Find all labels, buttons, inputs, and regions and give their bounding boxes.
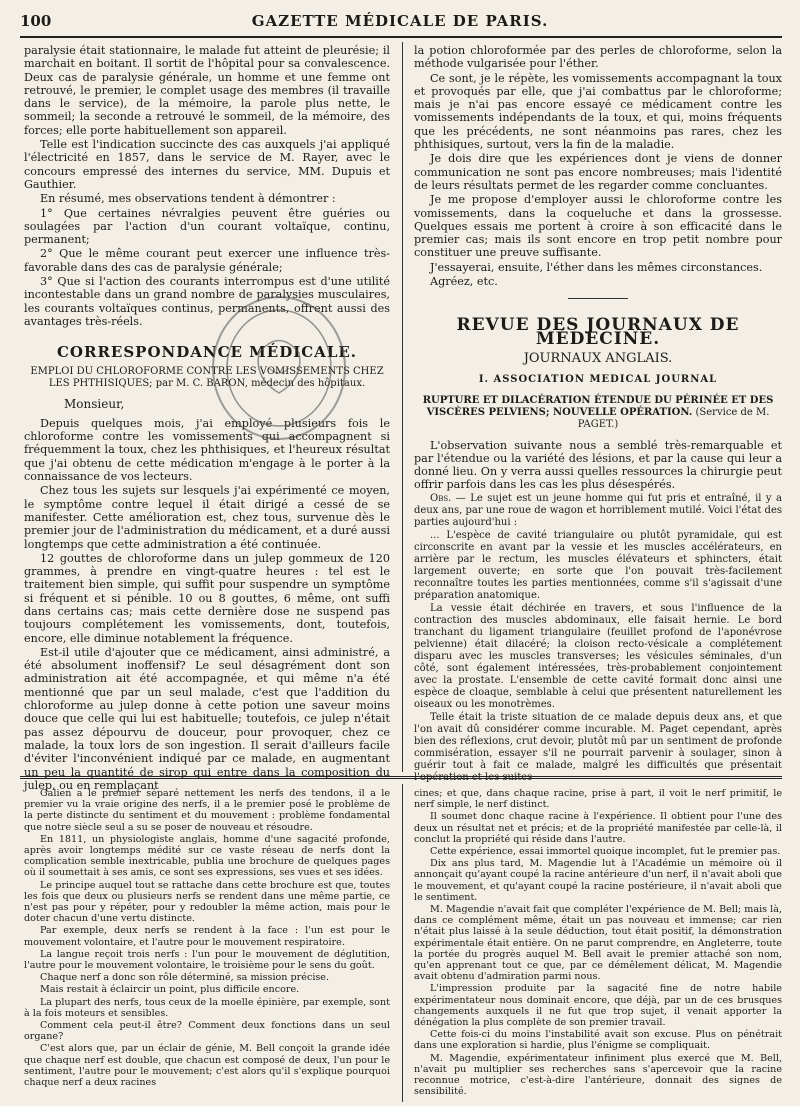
paragraph: Depuis quelques mois, j'ai employé plusieurs fois le chloroforme contre les vomissements qui accompagnent si fréquemment la toux, chez les phthisiques, et l'heureux résultat que j'ai obtenu de cette médication m'engage à le porter à la connaissance de vos lecteurs. <box>24 416 390 484</box>
paragraph: Cette expérience, essai immortel quoique incomplet, fut le premier pas. <box>430 846 781 858</box>
obs-label: Obs. — <box>430 492 466 504</box>
journal-title: GAZETTE MÉDICALE DE PARIS. <box>251 12 549 30</box>
paragraph: 1° Que certaines névralgies peuvent être guéries ou soulagées par l'action d'un courant voltaïque, continu, permanent; <box>24 206 390 247</box>
paragraph: Il soumet donc chaque racine à l'expérience. Il obtient pour l'une des deux un résultat net et précis; et de la propriété manifestée par celle-là, il conclut la propriété qui réside dans l'autre. <box>414 811 782 845</box>
paragraph: paralysie était stationnaire, le malade fut atteint de pleurésie; il marchait en boitant. Il sortit de l'hôpital pour sa convalescence. Deux cas de paralysie générale, un homme et une femme ont retrouvé, le premier, le complet usage des membres (il travaille dans le service), de la mémoire, la parole plus nette, le sommeil; la seconde a retrouvé le sommeil, de la mémoire, des forces; elle porte habituellement son appareil. <box>24 44 390 137</box>
paragraph: Telle était la triste situation de ce malade depuis deux ans, et que l'on avait dû considérer comme incurable. M. Paget cependant, après bien des réflexions, crut devoir, plutôt mû par un sentiment de profonde commisération, essayer s'il ne pourrait parvenir à soulager, sinon à guérir tout à fait ce malade, malgré les difficultés que présentait l'opération et les suites <box>414 711 782 783</box>
paragraph: La plupart des nerfs, tous ceux de la moelle épinière, par exemple, sont à la fois moteurs et sensibles. <box>24 996 390 1019</box>
paragraph: 3° Que si l'action des courants interrompus est d'une utilité incontestable dans un grand nombre de paralysies musculaires, les courants voltaïques continus, permanents, offrent aussi des avantages très-réels. <box>24 275 390 328</box>
observation <box>414 493 782 529</box>
obs-text: Le sujet est un jeune homme qui fut pris et entraîné, il y a deux ans, par une roue de wagon et horriblement mutilé. Voici l'état des parties aujourd'hui : <box>414 492 782 528</box>
column-divider-bottom <box>402 784 403 1102</box>
section-title-revue: REVUE DES JOURNAUX DE MÉDECINE. <box>456 315 740 349</box>
page-number: 100 <box>20 12 52 30</box>
paragraph: En 1811, un physiologiste anglais, homme d'une sagacité profonde, après avoir longtemps médité sur ce vaste réseau de nerfs dont la complication semble inextricable, publia une brochure de quelques pages où il soumettait à ses amis, ce sont ses expressions, ses vues et ses idées. <box>24 833 390 879</box>
paragraph: En résumé, mes observations tendent à démontrer : <box>40 192 336 206</box>
divider <box>568 298 628 299</box>
article-heading-rest: (Service de M. PAGET.) <box>577 406 770 430</box>
subsection-title: JOURNAUX ANGLAIS. <box>523 350 673 366</box>
paragraph: Cette fois-ci du moins l'instabilité avait son excuse. Plus on pénétrait dans une exploration si hardie, plus l'énigme se compliquait. <box>414 1029 782 1052</box>
paragraph: Est-il utile d'ajouter que ce médicament, ainsi administré, a été absolument inoffensif? Le seul désagrément dont son administration ait été accompagnée, et qui même n'a été mentionné que par un seul malade, c'est que l'addition du chloroforme au julep donne à cette potion une saveur moins douce que celle qui lui est habituelle; toutefois, ce julep n'était pas assez dépourvu de douceur, pour provoquer, chez ce malade, la toux lors de son ingestion. Il serait d'ailleurs facile d'éviter l'inconvénient indiqué par ce malade, en augmentant un peu la quantité de sirop qui entre dans la composition du julep, ou en remplaçant <box>24 645 390 792</box>
article-heading-caps: RUPTURE ET DILACÉRATION ÉTENDUE DU PÉRINÉE ET DES VISCÈRES PELVIENS; NOUVELLE OPÉRATION. <box>422 394 774 418</box>
paragraph: 12 gouttes de chloroforme dans un julep gommeux de 120 grammes, à prendre en vingt-quatre heures : tel est le traitement bien simple, qui suffit pour suspendre un symptôme si fréquent et si pénible. 10 ou 8 gouttes, 6 même, ont suffi dans certains cas; mais cette dernière dose ne suspend pas toujours complétement les vomissements, dont, toutefois, encore, elle diminue notablement la fréquence. <box>24 551 390 645</box>
paragraph: Galien a le premier séparé nettement les nerfs des tendons, il a le premier vu la vraie origine des nerfs, il a le premier posé le problème de la perte distincte du sentiment et du mouvement : problème fondamental que notre siècle seul a su se poser de nouveau et résoudre. <box>24 788 390 833</box>
section-title-correspondance: CORRESPONDANCE MÉDICALE. <box>56 343 358 362</box>
paragraph: J'essayerai, ensuite, l'éther dans les mêmes circonstances. <box>430 260 763 274</box>
feuilleton-left <box>24 788 390 1102</box>
right-column <box>414 44 782 783</box>
paragraph: Chez tous les sujets sur lesquels j'ai expérimenté ce moyen, le symptôme contre lequel il était dirigé a cessé de se manifester. Cette amélioration est, chez tous, survenue dès le premier jour de l'administration du médicament, et a duré aussi longtemps que cette administration a été continuée. <box>24 484 390 551</box>
paragraph: Dix ans plus tard, M. Magendie lut à l'Académie un mémoire où il annonçait qu'ayant coupé la racine antérieure d'un nerf, il n'avait aboli que le mouvement, et qu'ayant coupé la racine postérieure, il n'avait aboli que le sentiment. <box>414 858 782 903</box>
paragraph: La langue reçoit trois nerfs : l'un pour le mouvement de déglutition, l'autre pour le mouvement volontaire, le troisième pour le sens du goût. <box>24 948 390 972</box>
journal-name: I. ASSOCIATION MEDICAL JOURNAL <box>478 374 718 386</box>
paragraph: La vessie était déchirée en travers, et sous l'influence de la contraction des muscles abdominaux, elle faisait hernie. Le bord tranchant du ligament triangulaire (feuillet profond de l'aponévrose pelvienne) était dilacéré; la cloison recto-vésicale a complétement disparu avec les muscles transverses; les vésicules séminales, d'un côté, sont également intéressées, très-probablement conjointement avec la prostate. L'ensemble de cette cavité formait donc ainsi une espèce de cloaque, semblable à celui que présentent naturellement les oiseaux ou les monotrèmes. <box>414 602 782 710</box>
paragraph: Chaque nerf a donc son rôle déterminé, sa mission précise. <box>40 972 330 984</box>
header-rule <box>20 36 782 38</box>
paragraph: M. Magendie, expérimentateur infiniment plus exercé que M. Bell, n'avait pu multiplier ses recherches sans s'apercevoir que la racine reconnue motrice, c'est-à-dire l'antérieure, donnait des signes de sensibilité. <box>414 1052 782 1098</box>
paragraph: Le principe auquel tout se rattache dans cette brochure est que, toutes les fois que deux ou plusieurs nerfs se rendent dans une même partie, ce n'est pas pour y répéter, pour y redoubler la même action, mais pour le doter chacun d'une vertu distincte. <box>24 879 390 925</box>
paragraph: cines; et que, dans chaque racine, prise à part, il voit le nerf primitif, le nerf simple, le nerf distinct. <box>414 788 782 811</box>
article-heading: EMPLOI DU CHLOROFORME CONTRE LES VOMISSEMENTS CHEZ LES PHTHISIQUES; par M. C. BARON, médecin des hôpitaux. <box>30 365 384 389</box>
paragraph: Par exemple, deux nerfs se rendent à la face : l'un est pour le mouvement volontaire, et l'autre pour le mouvement respiratoire. <box>24 925 390 948</box>
paragraph: Je me propose d'employer aussi le chloroforme contre les vomissements, dans la coqueluche et dans la grossesse. Quelques essais me portent à croire à son efficacité dans le premier cas; mais ils sont encore en trop petit nombre pour constituer une preuve suffisante. <box>414 193 782 260</box>
signature-closing: Agréez, etc. <box>430 275 498 289</box>
library-stamp-icon <box>212 296 346 440</box>
feuilleton-rule <box>20 776 782 779</box>
paragraph: L'observation suivante nous a semblé très-remarquable et par l'étendue ou la variété des lésions, et par la cause qui leur a donné lieu. On y verra aussi quelles ressources la chirurgie peut offrir parfois dans les cas les plus désespérés. <box>414 438 782 492</box>
salutation: Monsieur, <box>64 396 125 411</box>
feuilleton-right <box>414 788 782 1102</box>
paragraph: Mais restait à éclaircir un point, plus difficile encore. <box>40 984 300 996</box>
paragraph: Ce sont, je le répète, les vomissements accompagnant la toux et provoqués par elle, que j'ai combattus par le chloroforme; mais je n'ai pas encore essayé ce médicament contre les vomissements indépendants de la toux, et qui, moins fréquents que les précédents, ne sont néanmoins pas rares, chez les phthisiques, surtout, vers la fin de la maladie. <box>414 71 782 152</box>
paragraph: 2° Que le même courant peut exercer une influence très-favorable dans des cas de paralysie générale; <box>24 247 390 274</box>
paragraph: ... L'espèce de cavité triangulaire ou plutôt pyramidale, qui est circonscrite en avant par la vessie et les muscles accélérateurs, en arrière par le rectum, les muscles élévateurs et sphincters, était largement ouverte; en sorte que l'on pouvait très-facilement reconnaître toutes les parties mentionnées, comme s'il s'agissait d'une préparation anatomique. <box>414 529 782 601</box>
paragraph: Telle est l'indication succincte des cas auxquels j'ai appliqué l'électricité en 1857, dans le service de M. Rayer, avec le concours empressé des internes du service, MM. Dupuis et Gauthier. <box>24 138 390 191</box>
column-divider-top <box>402 42 403 772</box>
paragraph: C'est alors que, par un éclair de génie, M. Bell conçoit la grande idée que chaque nerf est double, que chacun est composé de deux, l'un pour le sentiment, l'autre pour le mouvement; c'est alors qu'il s'explique pourquoi chaque nerf a deux racines <box>24 1043 390 1089</box>
paragraph: M. Magendie n'avait fait que compléter l'expérience de M. Bell; mais là, dans ce complément même, était un pas nouveau et immense; car rien n'était plus laissé à la seule déduction, tout était positif, la démonstration expérimentale était entière. On ne parut comprendre, en Angleterre, toute la portée du progrès auquel M. Bell avait le premier attaché son nom, qu'en apprenant tout ce que, par ce démêlement délicat, M. Magendie avait obtenu d'admiration parmi nous. <box>414 904 782 983</box>
article-heading <box>414 395 782 431</box>
paragraph: L'impression produite par la sagacité fine de notre habile expérimentateur nous dominait encore, que déjà, par un de ces brusques changements auxquels il ne fut que trop sujet, il venait apporter la dénégation la plus complète de son premier travail. <box>414 983 782 1029</box>
paragraph: Comment cela peut-il être? Comment deux fonctions dans un seul organe? <box>24 1020 390 1043</box>
paragraph: Je dois dire que les expériences dont je viens de donner communication ne sont pas encore nombreuses; mais l'identité de leurs résultats permet de les regarder comme concluantes. <box>414 152 782 192</box>
paragraph: la potion chloroformée par des perles de chloroforme, selon la méthode vulgarisée pour l'éther. <box>414 44 782 71</box>
